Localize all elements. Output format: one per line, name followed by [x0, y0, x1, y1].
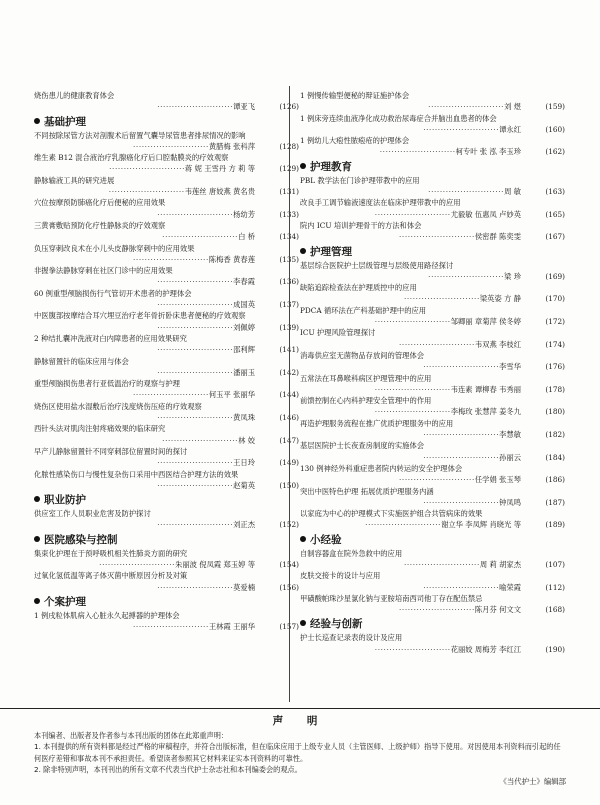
- entry-title: 1 例戌粒体肌病入心脏永久起搏器的护理体会: [34, 610, 180, 620]
- bullet-icon: [300, 248, 306, 254]
- section-heading: [300, 533, 565, 547]
- entry-title: 1 例幼儿大疱性脓疱疮的护理体会: [300, 136, 410, 146]
- dot-leader: ··························: [157, 367, 234, 377]
- entry-authors: 杨幼芳: [233, 209, 255, 219]
- toc-entry[interactable]: [300, 305, 565, 328]
- toc-entry[interactable]: [300, 418, 565, 441]
- entry-page: (128): [279, 141, 299, 151]
- dot-leader: ··························: [423, 362, 500, 372]
- entry-authors: 柯专叶 张 泓 李玉珍: [455, 147, 521, 157]
- entry-title: 穴位按摩预防肺癌化疗后便秘的应用效果: [34, 198, 166, 208]
- entry-title: 基层综合医院护士层级管理与层级使用路径探讨: [300, 260, 454, 270]
- toc-entry[interactable]: [300, 463, 565, 486]
- dot-leader: ··························: [374, 644, 451, 654]
- toc-entry[interactable]: [300, 113, 565, 136]
- entry-authors: 刘 煜: [504, 102, 521, 112]
- toc-left-column: [34, 90, 299, 632]
- dot-leader: ··························: [398, 339, 475, 349]
- entry-authors: 李梅玫 张慧萍 姜冬九: [450, 407, 521, 417]
- dot-leader: ··························: [157, 300, 234, 310]
- entry-title: 供应室工作人员职业危害及防护探讨: [34, 509, 151, 519]
- entry-authors: 邵利辉: [233, 345, 255, 355]
- entry-title: 甲磺酸帕珠沙星氯化钠与亚胺培南西司他丁存在配伍禁忌: [300, 593, 483, 603]
- entry-authors: 王林霞 王丽华: [208, 622, 255, 632]
- toc-entry[interactable]: [34, 152, 299, 175]
- dot-leader: ··························: [132, 254, 209, 264]
- entry-page: (112): [545, 582, 565, 592]
- entry-authors: 潘丽玉: [233, 367, 255, 377]
- section-heading: [34, 595, 299, 609]
- toc-entry[interactable]: [34, 220, 299, 243]
- section-title: 医院感染与控制: [44, 533, 118, 546]
- toc-entry[interactable]: [34, 446, 299, 469]
- entry-authors: 尤毅敏 伍惠凤 卢妙英: [450, 209, 521, 219]
- toc-entry[interactable]: [34, 508, 299, 531]
- entry-authors: 韦莲丝 唐姣燕 黄名贵: [184, 187, 255, 197]
- toc-entry[interactable]: [34, 356, 299, 379]
- dot-leader: ··························: [403, 559, 480, 569]
- entry-title: 集束化护理在于预呼吸机相关性肺炎方面的研究: [34, 548, 188, 558]
- entry-page: (150): [279, 480, 299, 490]
- dot-leader: ··························: [99, 559, 176, 569]
- entry-authors: 刘佩婷: [233, 322, 255, 332]
- entry-title: 维生素 B12 混合液治疗乳腺癌化疗后口腔黏膜炎的疗效观察: [34, 153, 229, 163]
- entry-title: 以家庭为中心的护理模式下实施医护组合共管病床的效果: [300, 509, 483, 519]
- entry-authors: 韦连素 谭柳春 韦秀丽: [450, 384, 521, 394]
- dot-leader: ··························: [109, 164, 186, 174]
- entry-title: 静脉留置针的临床应用与体会: [34, 356, 129, 366]
- bullet-icon: [34, 496, 40, 502]
- entry-page: (168): [545, 605, 565, 615]
- entry-authors: 陈梅香 黄春莲: [208, 254, 255, 264]
- entry-page: (167): [545, 232, 565, 242]
- toc-entry[interactable]: [34, 90, 299, 113]
- entry-title: 缺陷追踪检查法在护理质控中的应用: [300, 283, 417, 293]
- notice-line: 本刊编者、出版者及作者参与本刊出版的团体在此郑重声明：: [34, 731, 229, 740]
- dot-leader: ··························: [157, 322, 234, 332]
- dot-leader: ··························: [157, 458, 234, 468]
- toc-entry[interactable]: [300, 570, 565, 593]
- dot-leader: ··························: [157, 520, 234, 530]
- toc-entry[interactable]: [300, 440, 565, 463]
- dot-leader: ··························: [428, 102, 505, 112]
- entry-title: 护士长巡查记录表的设计及应用: [300, 633, 403, 643]
- entry-title: 烧伤区使用盐水湿敷后治疗浅度烧伤压疮的疗效观察: [34, 401, 202, 411]
- dot-leader: ··························: [398, 232, 475, 242]
- entry-authors: 韦双燕 李枝红: [474, 339, 521, 349]
- entry-authors: 何玉平 张丽华: [208, 390, 255, 400]
- entry-title: 西针头法对肌肉注射疼痛效果的临床研究: [34, 424, 166, 434]
- toc-entry[interactable]: [34, 310, 299, 333]
- dot-leader: ··························: [157, 277, 234, 287]
- dot-leader: ··························: [162, 232, 239, 242]
- section-heading: [300, 617, 565, 631]
- toc-entry[interactable]: [34, 175, 299, 198]
- entry-page: (154): [279, 559, 299, 569]
- notice-line: 2. 除非特别声明，本刊刊出的所有文章不代表当代护士杂志社和本刊编委会的观点。: [34, 765, 302, 775]
- entry-title: 负压穿刺改良术在小儿头皮静脉穿刺中的应用效果: [34, 243, 195, 253]
- entry-authors: 侯密群 陈奕雯: [474, 232, 521, 242]
- dot-leader: ··························: [398, 605, 475, 615]
- entry-page: (163): [545, 187, 565, 197]
- toc-entry[interactable]: [300, 373, 565, 396]
- toc-entry[interactable]: [300, 260, 565, 283]
- entry-page: (107): [545, 559, 565, 569]
- bullet-icon: [34, 118, 40, 124]
- entry-page: (159): [545, 102, 565, 112]
- entry-authors: 谢立华 李凤辉 肖晓光 等: [441, 520, 521, 530]
- entry-title: 突出中医特色护理 拓展优质护理服务内涵: [300, 486, 434, 496]
- entry-page: (162): [545, 147, 565, 157]
- entry-authors: 朱丽波 倪凤霞 郑玉婷 等: [175, 559, 255, 569]
- entry-title: 早产儿静脉留置针不同穿刺部位留置时间的探讨: [34, 446, 188, 456]
- entry-title: 1 例慢传输型便秘的辩证施护体会: [300, 91, 410, 100]
- toc-entry[interactable]: [34, 378, 299, 401]
- dot-leader: ··························: [423, 124, 500, 134]
- entry-authors: 刘正杰: [233, 520, 255, 530]
- dot-leader: ··························: [374, 407, 451, 417]
- section-heading: [34, 115, 299, 129]
- entry-authors: 谭永红: [499, 124, 521, 134]
- dot-leader: ··························: [132, 622, 209, 632]
- toc-entry[interactable]: [34, 130, 299, 153]
- entry-page: (147): [279, 435, 299, 445]
- entry-title: 改良手工调节输液速度法在临床护理带教中的应用: [300, 198, 461, 208]
- toc-entry[interactable]: [34, 197, 299, 220]
- dot-leader: ··························: [374, 317, 451, 327]
- section-heading: [34, 493, 299, 507]
- entry-authors: 梁英姿 方 静: [479, 294, 521, 304]
- entry-title: ICU 护理风险管理探讨: [300, 328, 376, 338]
- section-heading: [300, 245, 565, 259]
- dot-leader: ··························: [157, 480, 234, 490]
- entry-page: (134): [279, 232, 299, 242]
- entry-authors: 孙丽云: [499, 452, 521, 462]
- entry-page: (170): [545, 294, 565, 304]
- entry-authors: 谭亚飞: [233, 102, 255, 112]
- dot-leader: ··························: [374, 384, 451, 394]
- entry-title: 再造护理服务流程在推广优质护理服务中的应用: [300, 418, 454, 428]
- entry-page: (180): [545, 407, 565, 417]
- bullet-icon: [34, 598, 40, 604]
- entry-title: 五常法在耳鼻喉科病区护理管理中的应用: [300, 373, 432, 383]
- entry-page: (184): [545, 452, 565, 462]
- entry-authors: 周 莉 胡家杰: [479, 559, 521, 569]
- entry-authors: 黄凤珠: [233, 413, 255, 423]
- dot-leader: ··························: [423, 430, 500, 440]
- dot-leader: ··························: [132, 141, 209, 151]
- entry-page: (178): [545, 384, 565, 394]
- section-heading: [300, 160, 565, 174]
- entry-authors: 周 敏: [504, 187, 521, 197]
- dot-leader: ··························: [157, 413, 234, 423]
- section-title: 职业防护: [44, 494, 86, 507]
- entry-title: 基层医院护士长夜查房制度的实施体会: [300, 441, 425, 451]
- entry-page: (160): [545, 124, 565, 134]
- entry-authors: 赵菊英: [233, 480, 255, 490]
- entry-authors: 钟凤鸣: [499, 497, 521, 507]
- toc-entry[interactable]: [34, 423, 299, 446]
- toc-entry[interactable]: [34, 548, 299, 571]
- bullet-icon: [300, 536, 306, 542]
- entry-page: (152): [279, 520, 299, 530]
- toc-entry[interactable]: [300, 135, 565, 158]
- entry-authors: 白 桥: [238, 232, 255, 242]
- entry-authors: 花丽姣 周梅芳 李红江: [450, 644, 521, 654]
- entry-title: 前馈控制在心内科护理安全管理中的作用: [300, 396, 432, 406]
- toc-entry[interactable]: [300, 395, 565, 418]
- entry-page: (131): [279, 187, 299, 197]
- toc-entry[interactable]: [300, 350, 565, 373]
- entry-page: (136): [279, 277, 299, 287]
- toc-entry[interactable]: [34, 265, 299, 288]
- bullet-icon: [300, 620, 306, 626]
- entry-page: (139): [279, 322, 299, 332]
- section-title: 护理教育: [310, 160, 352, 173]
- toc-entry[interactable]: [300, 593, 565, 616]
- entry-title: 重型颅脑损伤患者行亚低温治疗的观察与护理: [34, 379, 180, 389]
- dot-leader: ··························: [428, 187, 505, 197]
- entry-page: (137): [279, 300, 299, 310]
- notice-line: 1. 本刊提供的所有资料都是经过严格的审稿程序，并符合出版标准，但在临床应用于上级专业人员（主管医师、上级护师）指导下使用。对因使用本刊资料而引起的任何医疗差错和事故本刊不承担责任。希望读者参照其它材料来证实本刊资料的可靠性。: [34, 742, 561, 763]
- section-title: 经验与创新: [310, 618, 363, 631]
- dot-leader: ··························: [157, 345, 234, 355]
- entry-title: 院内 ICU 培训护理骨干的方法和体会: [300, 220, 422, 230]
- toc-entry[interactable]: [300, 327, 565, 350]
- entry-page: (189): [545, 520, 565, 530]
- entry-page: (146): [279, 413, 299, 423]
- section-heading: [34, 533, 299, 547]
- entry-page: (156): [279, 582, 299, 592]
- toc-entry[interactable]: [34, 288, 299, 311]
- dot-leader: ··························: [374, 209, 451, 219]
- toc-entry[interactable]: [34, 401, 299, 424]
- toc-entry[interactable]: [300, 282, 565, 305]
- dot-leader: ··························: [108, 187, 185, 197]
- entry-authors: 梁 珍: [504, 271, 521, 281]
- section-title: 基础护理: [44, 115, 86, 128]
- entry-authors: 喻荣霞: [499, 582, 521, 592]
- entry-authors: 蒋 妮 王雪丹 方 莉 等: [185, 164, 255, 174]
- toc-entry[interactable]: [300, 548, 565, 571]
- entry-page: (186): [545, 475, 565, 485]
- toc-right-column: [300, 90, 565, 655]
- section-title: 护理管理: [310, 245, 352, 258]
- entry-title: 60 例重型颅脑损伤行气管切开术患者的护理体会: [34, 288, 192, 298]
- notice-signature: 《当代护士》编辑部: [499, 776, 566, 786]
- entry-authors: 李慧敏: [499, 430, 521, 440]
- entry-authors: 林 姣: [238, 435, 255, 445]
- toc-entry[interactable]: [34, 333, 299, 356]
- entry-title: 自制容器盒在院外急救中的应用: [300, 548, 403, 558]
- toc-entry[interactable]: [300, 508, 565, 531]
- entry-title: 不同按除尿管方法对剖腹术后留置气囊导尿管患者排尿情况的影响: [34, 130, 246, 140]
- toc-entry[interactable]: [34, 469, 299, 492]
- entry-title: 化脓性感染伤口与慢性复杂伤口采用中西医结合护理方法的效果: [34, 469, 239, 479]
- entry-page: (129): [279, 164, 299, 174]
- dot-leader: ··························: [379, 147, 456, 157]
- entry-title: 三黄膏敷贴预防化疗性静脉炎的疗效观察: [34, 220, 166, 230]
- entry-authors: 李春霞: [233, 277, 255, 287]
- entry-authors: 成国英: [233, 300, 255, 310]
- toc-entry[interactable]: [34, 570, 299, 593]
- bullet-icon: [300, 163, 306, 169]
- toc-entry[interactable]: [300, 197, 565, 220]
- entry-page: (190): [545, 644, 565, 654]
- entry-page: (149): [279, 458, 299, 468]
- section-title: 小经验: [310, 533, 342, 546]
- entry-authors: 李雪华: [499, 362, 521, 372]
- entry-page: (135): [279, 254, 299, 264]
- dot-leader: ··························: [403, 294, 480, 304]
- toc-entry[interactable]: [300, 632, 565, 655]
- bullet-icon: [34, 536, 40, 542]
- dot-leader: ··························: [423, 497, 500, 507]
- dot-leader: ··························: [423, 582, 500, 592]
- toc-entry[interactable]: [300, 90, 565, 113]
- entry-authors: 任学娟 张玉琴: [474, 475, 521, 485]
- entry-authors: 陈月芬 何文文: [474, 605, 521, 615]
- entry-authors: 莫爱楠: [233, 582, 255, 592]
- dot-leader: ··························: [428, 271, 505, 281]
- entry-title: PDCA 循环法在产科基础护理中的应用: [300, 305, 427, 315]
- dot-leader: ··························: [162, 435, 239, 445]
- entry-page: (133): [279, 209, 299, 219]
- entry-page: (176): [545, 362, 565, 372]
- toc-entry[interactable]: [300, 486, 565, 509]
- dot-leader: ··························: [365, 520, 442, 530]
- entry-title: 非握拳法静脉穿刺在社区门诊中的应用效果: [34, 266, 173, 276]
- dot-leader: ··························: [157, 102, 234, 112]
- section-title: 个案护理: [44, 595, 86, 608]
- column-divider: [289, 86, 290, 702]
- toc-entry[interactable]: [34, 610, 299, 633]
- entry-authors: 王日玲: [233, 458, 255, 468]
- entry-title: 中医腹部按摩结合耳穴埋豆治疗老年骨折卧床患者便秘的疗效观察: [34, 311, 246, 321]
- notice-title: 声 明: [272, 715, 328, 727]
- entry-title: 1 例床旁连续血液净化成功救治尿毒症合并脑出血患者的体会: [300, 113, 497, 123]
- entry-page: (174): [545, 339, 565, 349]
- entry-page: (165): [545, 209, 565, 219]
- entry-page: (126): [279, 102, 299, 112]
- dot-leader: ··························: [157, 582, 234, 592]
- entry-title: 过氧化氢低温等离子体灭菌中断原因分析及对策: [34, 571, 188, 581]
- entry-page: (144): [279, 390, 299, 400]
- notice-section: [0, 708, 600, 805]
- toc-entry[interactable]: [34, 243, 299, 266]
- entry-page: (187): [545, 497, 565, 507]
- entry-authors: 邹卿丽 章菊萍 侯冬婷: [450, 317, 521, 327]
- entry-page: (182): [545, 430, 565, 440]
- toc-entry[interactable]: [300, 175, 565, 198]
- dot-leader: ··························: [423, 452, 500, 462]
- entry-title: 静脉输液工具的研究进展: [34, 175, 115, 185]
- entry-authors: 黄腊梅 张科萍: [208, 141, 255, 151]
- dot-leader: ··························: [157, 209, 234, 219]
- entry-page: (172): [545, 317, 565, 327]
- entry-title: 皮肤交接卡的设计与应用: [300, 571, 381, 581]
- entry-title: 2 种结扎囊冲洗液对白内障患者的应用效果研究: [34, 333, 187, 343]
- entry-page: (141): [279, 345, 299, 355]
- entry-title: 130 例神经外科重症患者院内转运的安全护理体会: [300, 463, 463, 473]
- dot-leader: ··························: [132, 390, 209, 400]
- toc-entry[interactable]: [300, 220, 565, 243]
- entry-title: PBL 教学法在门诊护理带教中的应用: [300, 175, 420, 185]
- entry-title: 烧伤患儿的健康教育体会: [34, 91, 115, 100]
- entry-page: (169): [545, 271, 565, 281]
- dot-leader: ··························: [398, 475, 475, 485]
- entry-page: (157): [279, 622, 299, 632]
- entry-page: (142): [279, 367, 299, 377]
- entry-title: 消毒供应室无菌物品存放间的管理体会: [300, 350, 425, 360]
